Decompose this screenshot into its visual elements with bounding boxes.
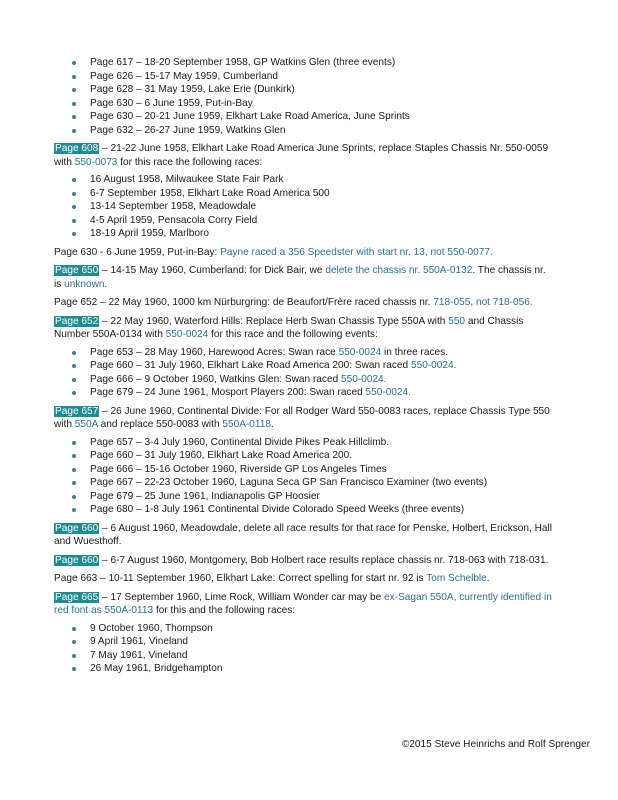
paragraph-page-652-nurburgring <box>54 296 554 310</box>
list-item: 7 May 1961, Vineland <box>54 649 554 663</box>
correction-note: ex-Sagan 550A, currently identified in red font as 550A-0113 <box>54 591 552 616</box>
paragraph-text: for this race and the following events: <box>208 329 378 340</box>
paragraph-text: . <box>486 573 490 584</box>
paragraph-page-660-meadowdale <box>54 522 554 549</box>
paragraph-text: and Chassis Number 550A-0134 with <box>54 315 524 340</box>
list-item: Page 657 – 3-4 July 1960, Continental Divide Pikes Peak Hillclimb. <box>54 436 554 450</box>
correction-note: unknown <box>64 278 105 290</box>
paragraph-text: Page 652 – 22 May 1960, 1000 km Nürburgring: de Beaufort/Frère raced chassis nr. <box>54 297 434 308</box>
correction-note: 550A-0118 <box>222 419 272 430</box>
paragraph-page-650 <box>54 264 554 291</box>
paragraph-text: and replace 550-0083 with <box>97 419 223 430</box>
paragraph-page-663 <box>54 572 554 586</box>
correction-note: 550-0024. <box>410 360 457 371</box>
list-item: 18-19 April 1959, Marlboro <box>54 227 554 241</box>
paragraph-text: – 26 June 1960, Continental Divide: For all Rodger Ward 550-0083 races, replace Chassis Type 550 with <box>54 405 550 430</box>
list-item: Page 680 – 1-8 July 1961 Continental Divide Colorado Speed Weeks (three events) <box>54 503 554 517</box>
paragraph-page-630 <box>54 246 554 260</box>
list-item: Page 628 – 31 May 1959, Lake Erie (Dunkirk) <box>54 83 554 97</box>
paragraph-text: . <box>104 278 108 290</box>
correction-note: Payne raced a 356 Speedster with start nr. 13, not 550-0077. <box>220 246 493 258</box>
item-text: Page 679 – 24 June 1961, Mosport Players 200: Swan raced <box>90 387 366 398</box>
list-item: 9 April 1961, Vineland <box>54 635 554 649</box>
list-d <box>54 436 554 517</box>
page-highlight: Page 650 <box>55 265 99 276</box>
list-item: Page 632 – 26-27 June 1959, Watkins Glen <box>54 124 554 138</box>
item-text: Page 660 – 31 July 1960, Elkhart Lake Road America 200: Swan raced <box>90 360 411 371</box>
list-item: Page 630 – 6 June 1959, Put-in-Bay <box>54 97 554 111</box>
paragraph-text: – 21-22 June 1958, Elkhart Lake Road America June Sprints, replace Staples Chassis Nr. 550-0059 with <box>54 143 549 168</box>
page-highlight: Page 660 <box>55 554 99 566</box>
paragraph-page-665 <box>54 591 554 618</box>
paragraph-text: – 6 August 1960, Meadowdale, delete all race results for that race for Penske, Holbert, Erickson, Hall and Wuesthoff. <box>54 522 553 547</box>
copyright-footer: ©2015 Steve Heinrichs and Rolf Sprenger <box>401 739 590 750</box>
page-highlight: Page 660 <box>55 522 99 534</box>
list-item: 26 May 1961, Bridgehampton <box>54 662 554 676</box>
correction-note: Tom Schelble <box>426 573 487 584</box>
list-item: 13-14 September 1958, Meadowdale <box>54 200 554 214</box>
correction-note: 718-055, not 718-056. <box>433 297 533 308</box>
list-item: 9 October 1960, Thompson <box>54 622 554 636</box>
paragraph-text: – 14-15 May 1960, Cumberland: for Dick Bair, we <box>99 265 326 276</box>
list-item <box>54 346 554 360</box>
page-highlight: Page 652 <box>55 315 99 327</box>
paragraph-text: for this race the following races: <box>117 156 263 168</box>
page-highlight: Page 608 <box>55 143 99 154</box>
list-item <box>54 359 554 373</box>
list-item <box>54 386 554 400</box>
paragraph-page-608 <box>54 142 554 169</box>
list-item: Page 626 – 15-17 May 1959, Cumberland <box>54 70 554 84</box>
document-page <box>54 56 554 676</box>
paragraph-text: Page 630 - 6 June 1959, Put-in-Bay: <box>54 246 221 258</box>
paragraph-page-657 <box>54 405 554 432</box>
item-text: in three races. <box>381 346 449 358</box>
paragraph-page-660-montgomery <box>54 554 554 568</box>
page-highlight: Page 657 <box>55 405 99 417</box>
item-text: Page 666 – 9 October 1960, Watkins Glen: Swan raced <box>90 373 341 385</box>
paragraph-text: . <box>271 419 274 430</box>
list-item <box>54 373 554 387</box>
list-b <box>54 173 554 241</box>
list-item: Page 617 – 18-20 September 1958, GP Watkins Glen (three events) <box>54 56 554 70</box>
correction-note: 550-0024. <box>341 373 387 385</box>
paragraph-text: – 6-7 August 1960, Montgomery, Bob Holbert race results replace chassis nr. 718-063 with 718-031. <box>99 554 549 566</box>
list-item: Page 667 – 22-23 October 1960, Laguna Seca GP San Francisco Examiner (two events) <box>54 476 554 490</box>
paragraph-text: – 17 September 1960, Lime Rock, William Wonder car may be <box>99 591 385 603</box>
correction-note: 550A <box>74 419 98 430</box>
list-item: 6-7 September 1958, Elkhart Lake Road America 500 <box>54 187 554 201</box>
correction-note: 550-0024. <box>365 387 411 398</box>
paragraph-text: – 22 May 1960, Waterford Hills: Replace Herb Swan Chassis Type 550A with <box>99 315 449 327</box>
paragraph-text: for this and the following races: <box>153 605 296 616</box>
list-item: Page 660 – 31 July 1960, Elkhart Lake Road America 200. <box>54 449 554 463</box>
list-item: 16 August 1958, Milwaukee State Fair Park <box>54 173 554 187</box>
paragraph-text: . The chassis nr. is <box>54 265 546 290</box>
list-item: 4-5 April 1959, Pensacola Corry Field <box>54 214 554 228</box>
page-highlight: Page 665 <box>55 591 99 603</box>
correction-note: 550-0073 <box>74 156 118 168</box>
list-c <box>54 346 554 400</box>
correction-note: 550-0024 <box>338 346 382 358</box>
correction-note: 550-0024 <box>165 329 209 340</box>
list-item: Page 679 – 25 June 1961, Indianapolis GP Hoosier <box>54 490 554 504</box>
list-e <box>54 622 554 676</box>
paragraph-text: Page 663 – 10-11 September 1960, Elkhart Lake: Correct spelling for start nr. 92 is <box>54 573 427 584</box>
correction-note: delete the chassis nr. 550A-0132 <box>325 265 473 276</box>
list-item: Page 630 – 20-21 June 1959, Elkhart Lake Road America, June Sprints <box>54 110 554 124</box>
paragraph-page-652-waterford <box>54 315 554 342</box>
item-text: Page 653 – 28 May 1960, Harewood Acres: Swan race <box>90 346 339 358</box>
list-a <box>54 56 554 137</box>
correction-note: 550 <box>448 315 466 327</box>
list-item: Page 666 – 15-16 October 1960, Riverside GP Los Angeles Times <box>54 463 554 477</box>
